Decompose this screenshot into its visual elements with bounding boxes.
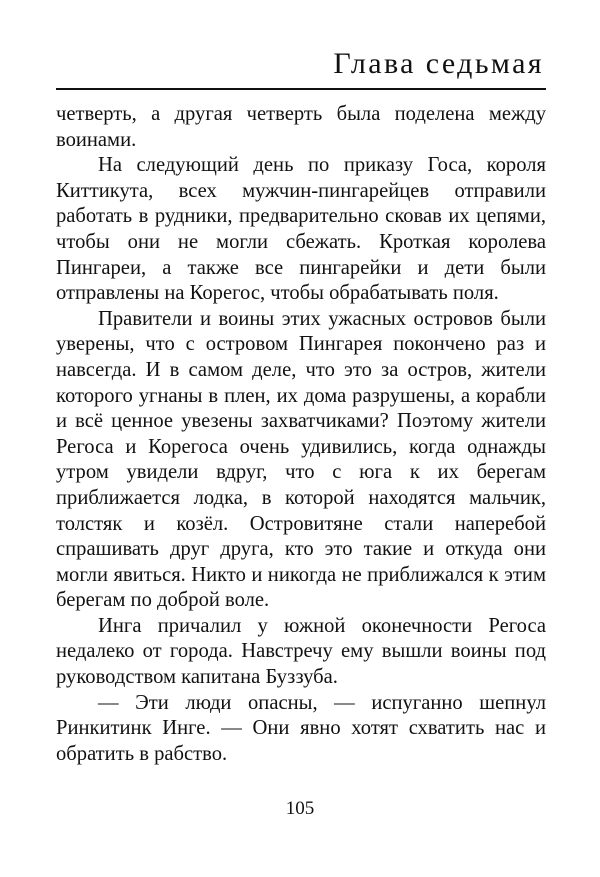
body-text xyxy=(56,102,546,767)
paragraph: Инга причалил у южной оконечности Регоса недалеко от города. Навстречу ему вышли воины под руководством капитана Буззуба. xyxy=(56,614,546,689)
page-number: 105 xyxy=(285,798,315,819)
paragraph: На следующий день по приказу Госа, короля Киттикута, всех мужчин-пингарейцев отправили работать в рудники, предварительно сковав их цепями, чтобы они не могли сбежать. Кроткая королева Пингареи, а также все пингарейки и дети были отправлены на Корегос, чтобы обрабатывать поля. xyxy=(56,154,546,305)
paragraph: Правители и воины этих ужасных островов были уверены, что с островом Пингарея покончено раз и навсегда. И в самом деле, что это за остров, жители которого угнаны в плен, их дома разрушены, а корабли и всё ценное увезены захватчиками? Поэтому жители Регоса и Корегоса очень удивились, когда однажды утром увидели вдруг, что с юга к их берегам приближается лодка, в которой находятся мальчик, толстяк и козёл. Островитяне стали наперебой спрашивать друг друга, кто это такие и откуда они могли явиться. Никто и никогда не приближался к этим берегам по доброй воле. xyxy=(56,307,546,612)
dialogue-paragraph: — Эти люди опасны, — испуганно шепнул Ринкитинк Инге. — Они явно хотят схватить нас и обратить в рабство. xyxy=(56,691,546,765)
paragraph-continuation: четверть, а другая четверть была поделена между воинами. xyxy=(56,103,546,151)
chapter-title: Глава седьмая xyxy=(333,47,544,80)
header-rule xyxy=(56,88,546,90)
